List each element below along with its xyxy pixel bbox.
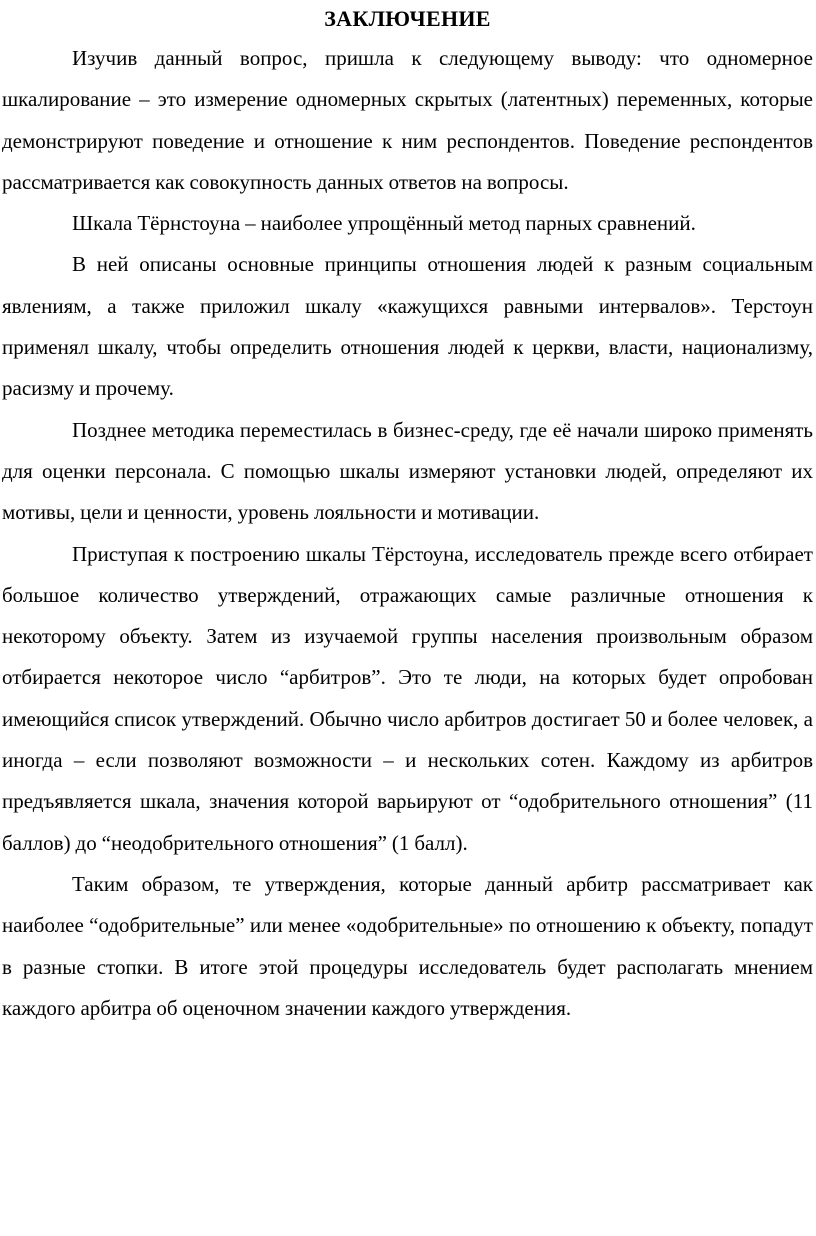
paragraph-thurstone-scale: Шкала Тёрнстоуна – наиболее упрощённый метод парных сравнений. [72, 211, 696, 236]
paragraph-conclusion-summary: Изучив данный вопрос, пришла к следующему выводу: что одномерное шкалирование – это измерение одномерных скрытых (латентных) переменных, которые демонстрируют поведение и отношение к ним респондентов. Поведение респондентов рассматривается как совокупность данных ответов на вопросы. [2, 46, 813, 194]
paragraph-business-usage: Позднее методика переместилась в бизнес-среду, где её начали широко применять для оценки персонала. С помощью шкалы измеряют установки людей, определяют их мотивы, цели и ценности, уровень лояльности и мотивации. [2, 417, 813, 525]
paragraph-construction-method: Приступая к построению шкалы Тёрстоуна, исследователь прежде всего отбирает большое количество утверждений, отражающих самые различные отношения к некоторому объекту. Затем из изучаемой группы населения произвольным образом отбирается некоторое число “арбитров”. Это те люди, на которых будет опробован имеющийся список утверждений. Обычно число арбитров достигает 50 и более человек, а иногда – если позволяют возможности – и нескольких сотен. Каждому из арбитров предъявляется шкала, значения которой варьируют от “одобрительного отношения” (11 баллов) до “неодобрительного отношения” (1 балл). [2, 541, 813, 855]
paragraph-conclusion-result: Таким образом, те утверждения, которые данный арбитр рассматривает как наиболее “одобрительные” или менее «одобрительные» по отношению к объекту, попадут в разные стопки. В итоге этой процедуры исследователь будет располагать мнением каждого арбитра об оценочном значении каждого утверждения. [2, 871, 813, 1020]
document-title: ЗАКЛЮЧЕНИЕ [324, 6, 491, 31]
paragraph-principles: В ней описаны основные принципы отношения людей к разным социальным явлениям, а также приложил шкалу «кажущихся равными интервалов». Терстоун применял шкалу, чтобы определить отношения людей к церкви, власти, национализму, расизму и прочему. [2, 252, 813, 401]
